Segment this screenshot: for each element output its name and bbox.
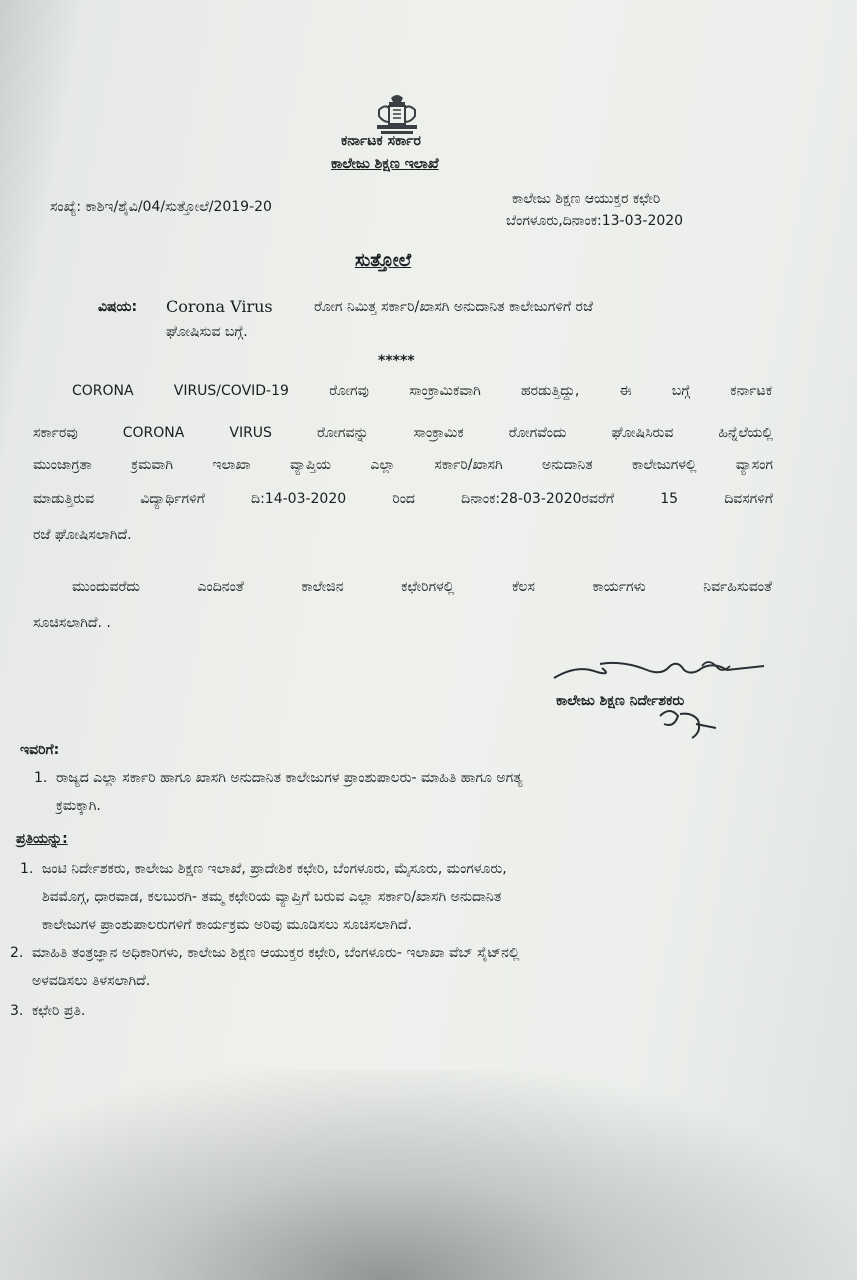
subject-label: ವಿಷಯ: (98, 299, 138, 315)
photo-shadow (0, 1070, 857, 1280)
signatory-designation: ಕಾಲೇಜು ಶಿಕ್ಷಣ ನಿರ್ದೇಶಕರು (556, 693, 685, 709)
recipients-heading: ಇವರಿಗೆ: (20, 742, 60, 758)
copy-line: ಶಿವಮೊಗ್ಗ, ಧಾರವಾಡ, ಕಲಬುರಗಿ- ತಮ್ಮ ಕಛೇರಿಯ ವ್ಯಾಪ್ತಿಗೆ ಬರುವ ಎಲ್ಲಾ ಸರ್ಕಾರಿ/ಖಾಸಗಿ ಅನುದಾನಿತ (42, 889, 502, 905)
body-line: ಮುಂದುವರೆದು ಎಂದಿನಂತೆ ಕಾಲೇಜಿನ ಕಛೇರಿಗಳಲ್ಲಿ ಕೆಲಸ ಕಾರ್ಯಗಳು ನಿರ್ವಹಿಸುವಂತೆ (72, 579, 772, 595)
subject-text-line2: ಘೋಷಿಸುವ ಬಗ್ಗೆ. (166, 324, 248, 340)
copy-line: ಜಂಟಿ ನಿರ್ದೇಶಕರು, ಕಾಲೇಜು ಶಿಕ್ಷಣ ಇಲಾಖೆ, ಪ್ರಾದೇಶಿಕ ಕಛೇರಿ, ಬೆಂಗಳೂರು, ಮೈಸೂರು, ಮಂಗಳೂರು, (42, 861, 507, 877)
separator: ***** (378, 353, 415, 369)
recipient-line: ಕ್ರಮಕ್ಕಾಗಿ. (56, 798, 101, 814)
copy-line: ಮಾಹಿತಿ ತಂತ್ರಜ್ಞಾನ ಅಧಿಕಾರಿಗಳು, ಕಾಲೇಜು ಶಿಕ್ಷಣ ಆಯುಕ್ತರ ಕಛೇರಿ, ಬೆಂಗಳೂರು- ಇಲಾಖಾ ವೆಬ್ ಸೈಟ್‌ನಲ್ಲಿ (32, 945, 520, 961)
copy-line: ಕಾಲೇಜುಗಳ ಪ್ರಾಂಶುಪಾಲರುಗಳಿಗೆ ಕಾರ್ಯಕ್ರಮ ಅರಿವು ಮೂಡಿಸಲು ಸೂಚಿಸಲಾಗಿದೆ. (42, 917, 412, 933)
copy-number: 3. (10, 1003, 24, 1019)
reference-number: ಸಂಖ್ಯೆ: ಕಾಶಿಇ/ಶೈವಿ/04/ಸುತ್ತೋಲೆ/2019-20 (50, 199, 272, 215)
body-line: ಮುಂಜಾಗ್ರತಾ ಕ್ರಮವಾಗಿ ಇಲಾಖಾ ವ್ಯಾಪ್ತಿಯ ಎಲ್ಲಾ ಸರ್ಕಾರಿ/ಖಾಸಗಿ ಅನುದಾನಿತ ಕಾಲೇಜುಗಳಲ್ಲಿ ವ್ಯಾಸಂಗ (33, 457, 773, 473)
government-name: ಕರ್ನಾಟಕ ಸರ್ಕಾರ (341, 133, 421, 149)
office-name: ಕಾಲೇಜು ಶಿಕ್ಷಣ ಆಯುಕ್ತರ ಕಛೇರಿ (512, 191, 661, 207)
circular-title: ಸುತ್ತೋಲೆ (355, 250, 412, 271)
copy-number: 2. (10, 945, 24, 961)
karnataka-emblem-icon (371, 92, 423, 136)
copies-heading: ಪ್ರತಿಯನ್ನು: (16, 831, 68, 847)
subject-topic: Corona Virus (166, 297, 273, 316)
body-line: ಸರ್ಕಾರವು CORONA VIRUS ರೋಗವನ್ನು ಸಾಂಕ್ರಾಮಿಕ ರೋಗವೆಂದು ಘೋಷಿಸಿರುವ ಹಿನ್ನೆಲೆಯಲ್ಲಿ (33, 425, 773, 441)
copy-number: 1. (20, 861, 34, 877)
subject-text-line1: ರೋಗ ನಿಮಿತ್ತ ಸರ್ಕಾರಿ/ಖಾಸಗಿ ಅನುದಾನಿತ ಕಾಲೇಜುಗಳಿಗೆ ರಜೆ (314, 299, 593, 315)
body-line: ರಜೆ ಘೋಷಿಸಲಾಗಿದೆ. (33, 527, 132, 543)
place-date: ಬೆಂಗಳೂರು,ದಿನಾಂಕ:13-03-2020 (506, 213, 684, 229)
department-name: ಕಾಲೇಜು ಶಿಕ್ಷಣ ಇಲಾಖೆ (331, 156, 439, 172)
recipient-number: 1. (34, 770, 48, 786)
recipient-line: ರಾಜ್ಯದ ಎಲ್ಲಾ ಸರ್ಕಾರಿ ಹಾಗೂ ಖಾಸಗಿ ಅನುದಾನಿತ ಕಾಲೇಜುಗಳ ಪ್ರಾಂಶುಪಾಲರು- ಮಾಹಿತಿ ಹಾಗೂ ಅಗತ್ಯ (56, 770, 523, 786)
body-line: ಮಾಡುತ್ತಿರುವ ವಿದ್ಯಾರ್ಥಿಗಳಿಗೆ ದಿ:14-03-2020 ರಿಂದ ದಿನಾಂಕ:28-03-2020ರವರೆಗೆ 15 ದಿವಸಗಳಿಗೆ (33, 491, 773, 507)
body-line: CORONA VIRUS/COVID-19 ರೋಗವು ಸಾಂಕ್ರಾಮಿಕವಾಗಿ ಹರಡುತ್ತಿದ್ದು, ಈ ಬಗ್ಗೆ ಕರ್ನಾಟಕ (72, 383, 772, 399)
copy-line: ಕಛೇರಿ ಪ್ರತಿ. (32, 1003, 86, 1019)
copy-line: ಅಳವಡಿಸಲು ತಿಳಸಲಾಗಿದೆ. (32, 973, 151, 989)
body-line: ಸೂಚಿಸಲಾಗಿದೆ. . (33, 615, 111, 631)
